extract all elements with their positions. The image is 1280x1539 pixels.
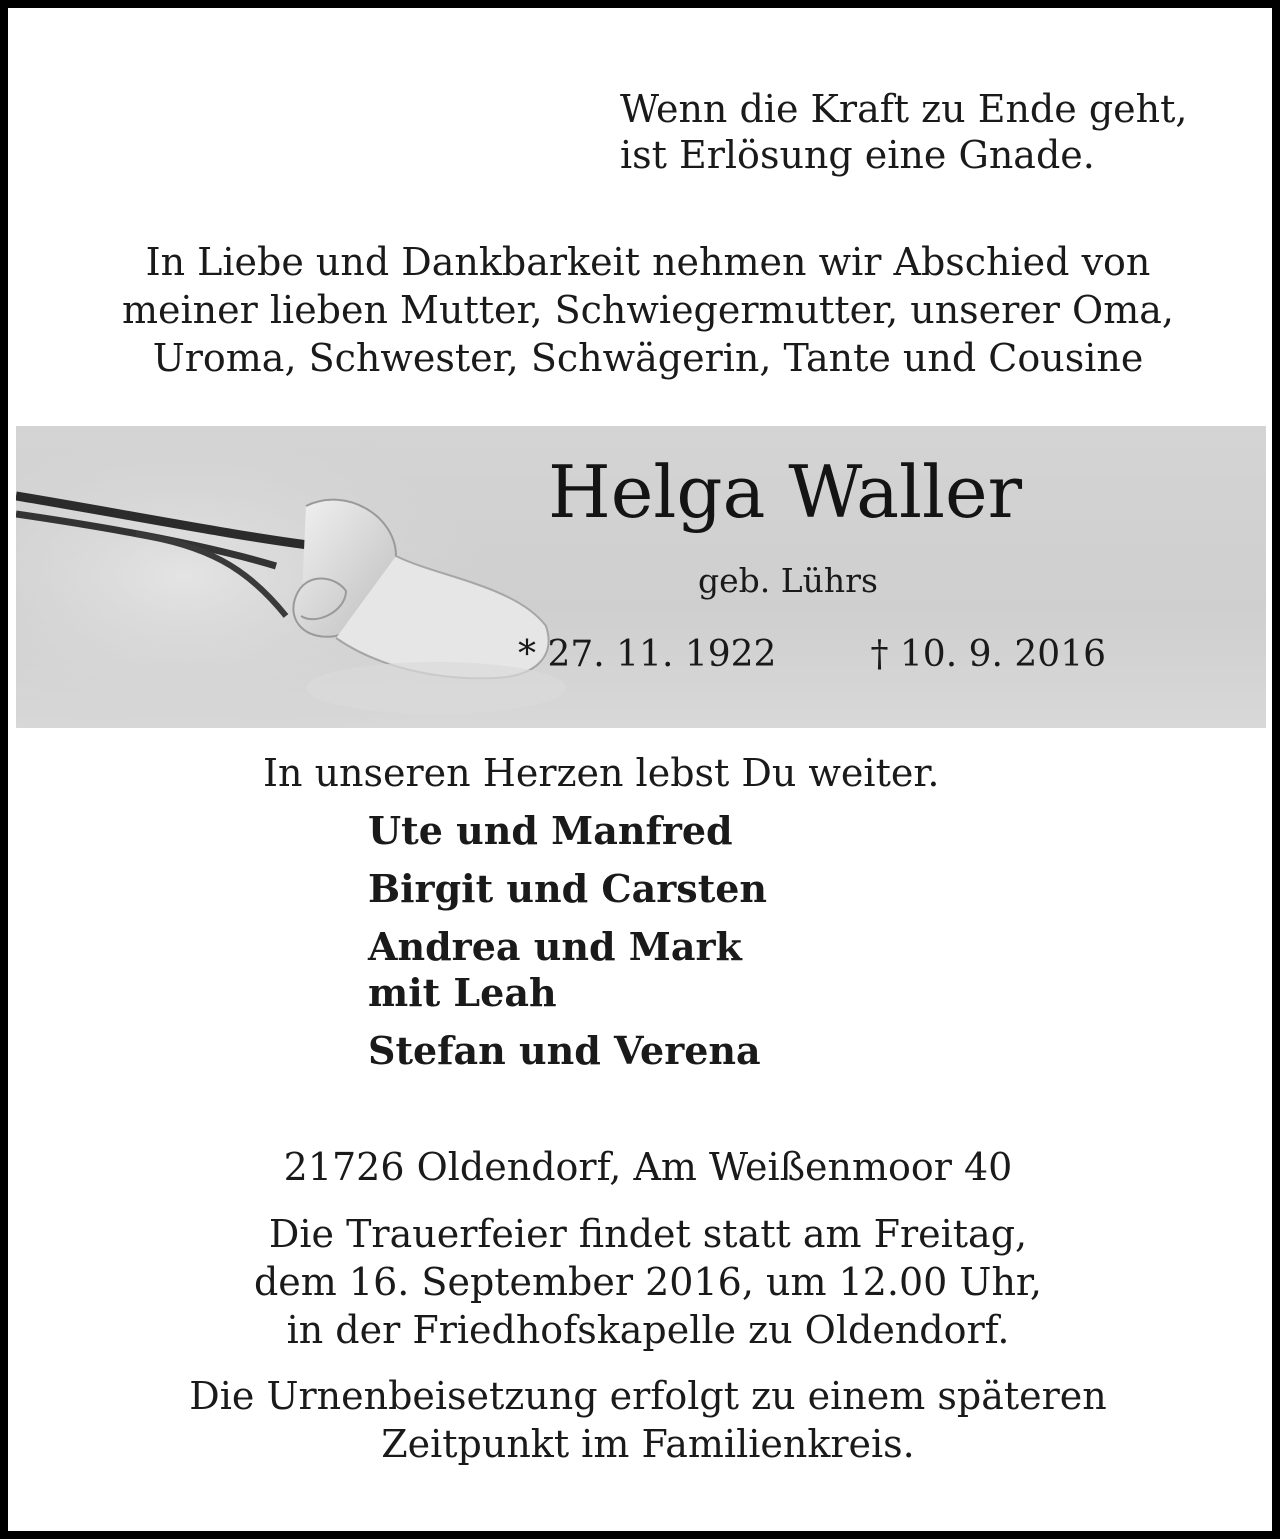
birth-date: * 27. 11. 1922	[518, 634, 777, 675]
death-date: † 10. 9. 2016	[870, 634, 1106, 675]
mourner-entry: Andrea und Mark mit Leah	[368, 924, 742, 1015]
mourner-entry: Birgit und Carsten	[368, 866, 768, 911]
mourner-list	[368, 808, 888, 1086]
mourner-entry: Ute und Manfred	[368, 808, 733, 853]
intro-text: In Liebe und Dankbarkeit nehmen wir Abschied von meiner lieben Mutter, Schwiegermutter, unserer Oma, Uroma, Schwester, Schwägerin, Tante und Cousine	[122, 240, 1174, 380]
closing-line: In unseren Herzen lebst Du weiter.	[263, 751, 940, 795]
motto-quote: Wenn die Kraft zu Ende geht, ist Erlösung eine Gnade.	[620, 87, 1188, 177]
life-dates	[518, 633, 1158, 677]
family-address: 21726 Oldendorf, Am Weißenmoor 40	[283, 1145, 1013, 1189]
deceased-name: Helga Waller	[548, 450, 1023, 534]
mourner-entry: Stefan und Verena	[368, 1028, 761, 1073]
funeral-service-info: Die Trauerfeier findet statt am Freitag, dem 16. September 2016, um 12.00 Uhr, in der Friedhofskapelle zu Oldendorf.	[253, 1212, 1043, 1352]
maiden-name: geb. Lührs	[698, 561, 878, 600]
urn-burial-info: Die Urnenbeisetzung erfolgt zu einem späteren Zeitpunkt im Familienkreis.	[189, 1374, 1107, 1466]
